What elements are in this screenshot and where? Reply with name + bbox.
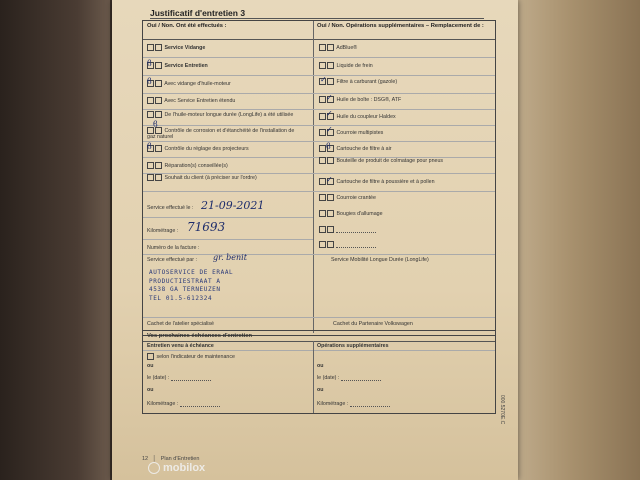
page-footer: 12 │ Plan d'Entretien: [142, 456, 200, 462]
header-rule: [143, 39, 495, 40]
left-item-9: Souhait du client (à préciser sur l'ordre): [147, 174, 297, 181]
right-item-5: Huile du coupleur Haldex: [319, 113, 396, 120]
right-item-10: Courroie crantée: [319, 194, 376, 201]
left-item-5: De l'huile-moteur longue durée (LongLife) a été utilisée: [147, 111, 297, 118]
document-page: [112, 0, 518, 480]
watermark: mobilox: [148, 462, 205, 474]
left-item-3: Avec vidange d'huile-moteur: [147, 80, 231, 87]
hand-check-mark: ✓: [326, 109, 333, 118]
right-item-9: Cartouche de filtre à poussière et à pollen: [319, 178, 435, 185]
service-form: [142, 20, 496, 336]
invoice-label: Numéro de la facture :: [147, 245, 200, 251]
service-by-value: gr. benit: [213, 253, 247, 262]
hand-check-mark: ✓: [320, 75, 327, 84]
cachet-left-label: Cachet de l'atelier spécialisé: [147, 321, 214, 327]
cachet-right-label: Cachet du Partenaire Volkswagen: [333, 321, 413, 327]
vertical-code: 000.5270E.C: [499, 395, 505, 425]
hand-check-mark: ✓: [326, 93, 333, 102]
right-column-header: Oui / Non. Opérations supplémentaires – Remplacement de :: [317, 23, 484, 29]
left-item-1: Service Vidange: [147, 44, 205, 51]
background-left: [0, 0, 110, 480]
footer-page-number: 12: [142, 456, 149, 462]
mobility-label: Service Mobilité Longue Durée (LongLife): [331, 257, 429, 263]
next-right-or-1: ou: [317, 363, 324, 369]
right-item-4: Huile de boîte : DSG®, ATF: [319, 96, 401, 103]
km-label: Kilométrage :: [147, 228, 179, 234]
hand-check-mark: ✓: [326, 125, 333, 134]
next-title: Vos prochaines échéances d'entretien: [147, 333, 253, 339]
next-right-header: Opérations supplémentaires: [317, 343, 389, 349]
next-left-or-2: ou: [147, 387, 154, 393]
left-item-6: Contrôle de corrosion et d'étanchéité de l'installation de gaz naturel: [147, 127, 295, 141]
left-item-7: Contrôle du réglage des projecteurs: [147, 145, 249, 152]
right-item-8: Bouteille de produit de colmatage pour pneus: [319, 157, 489, 164]
title-rule: [150, 18, 484, 19]
service-by-label: Service effectué par :: [147, 257, 197, 263]
hand-check-mark: ϐ: [326, 142, 331, 151]
next-left-km: Kilométrage :: [147, 401, 220, 407]
right-item-1: AdBlue®: [319, 44, 357, 51]
page-title: Justificatif d'entretien 3: [150, 8, 246, 18]
next-left-date: le (date) :: [147, 375, 211, 381]
column-divider: [313, 21, 314, 333]
next-maintenance-section: [142, 330, 496, 414]
service-date-label: Service effectué le :: [147, 205, 194, 211]
watermark-logo-icon: [148, 462, 160, 474]
right-item-6: Courroie multipistes: [319, 129, 383, 136]
next-left-item-1: selon l'indicateur de maintenance: [147, 353, 235, 360]
right-blank-1: [319, 226, 376, 233]
left-column-header: Oui / Non. Ont été effectués :: [147, 23, 227, 29]
next-left-or-1: ou: [147, 363, 154, 369]
hand-check-mark: ϐ: [147, 59, 152, 68]
workshop-stamp: AUTOSERVICE DE ERAAL PRODUCTIESTRAAT A 4538 GA TERNEUZEN TEL 01.5-612324: [149, 269, 234, 302]
hand-check-mark: ϐ: [153, 120, 158, 129]
left-item-4: Avec Service Entretien étendu: [147, 97, 235, 104]
hand-check-mark: ϐ: [147, 77, 152, 86]
left-item-2: Service Entretien: [147, 62, 208, 69]
next-left-header: Entretien venu à échéance: [147, 343, 214, 349]
footer-text: Plan d'Entretien: [160, 456, 200, 462]
service-date-value: 21-09-2021: [201, 199, 265, 212]
hand-check-mark: ✓: [326, 175, 333, 184]
right-item-2: Liquide de frein: [319, 62, 373, 69]
next-right-or-2: ou: [317, 387, 324, 393]
km-value: 71693: [187, 220, 226, 234]
hand-check-mark: ϐ: [147, 142, 152, 151]
right-item-3: Filtre à carburant (gazole): [319, 78, 397, 85]
left-item-8: Réparation(s) conseillée(s): [147, 162, 228, 169]
right-blank-2: [319, 241, 376, 248]
right-item-7: Cartouche de filtre à air: [319, 145, 392, 152]
next-right-date: le (date) :: [317, 375, 381, 381]
background-right: [500, 0, 640, 480]
right-item-11: Bougies d'allumage: [319, 210, 383, 217]
next-right-km: Kilométrage :: [317, 401, 390, 407]
